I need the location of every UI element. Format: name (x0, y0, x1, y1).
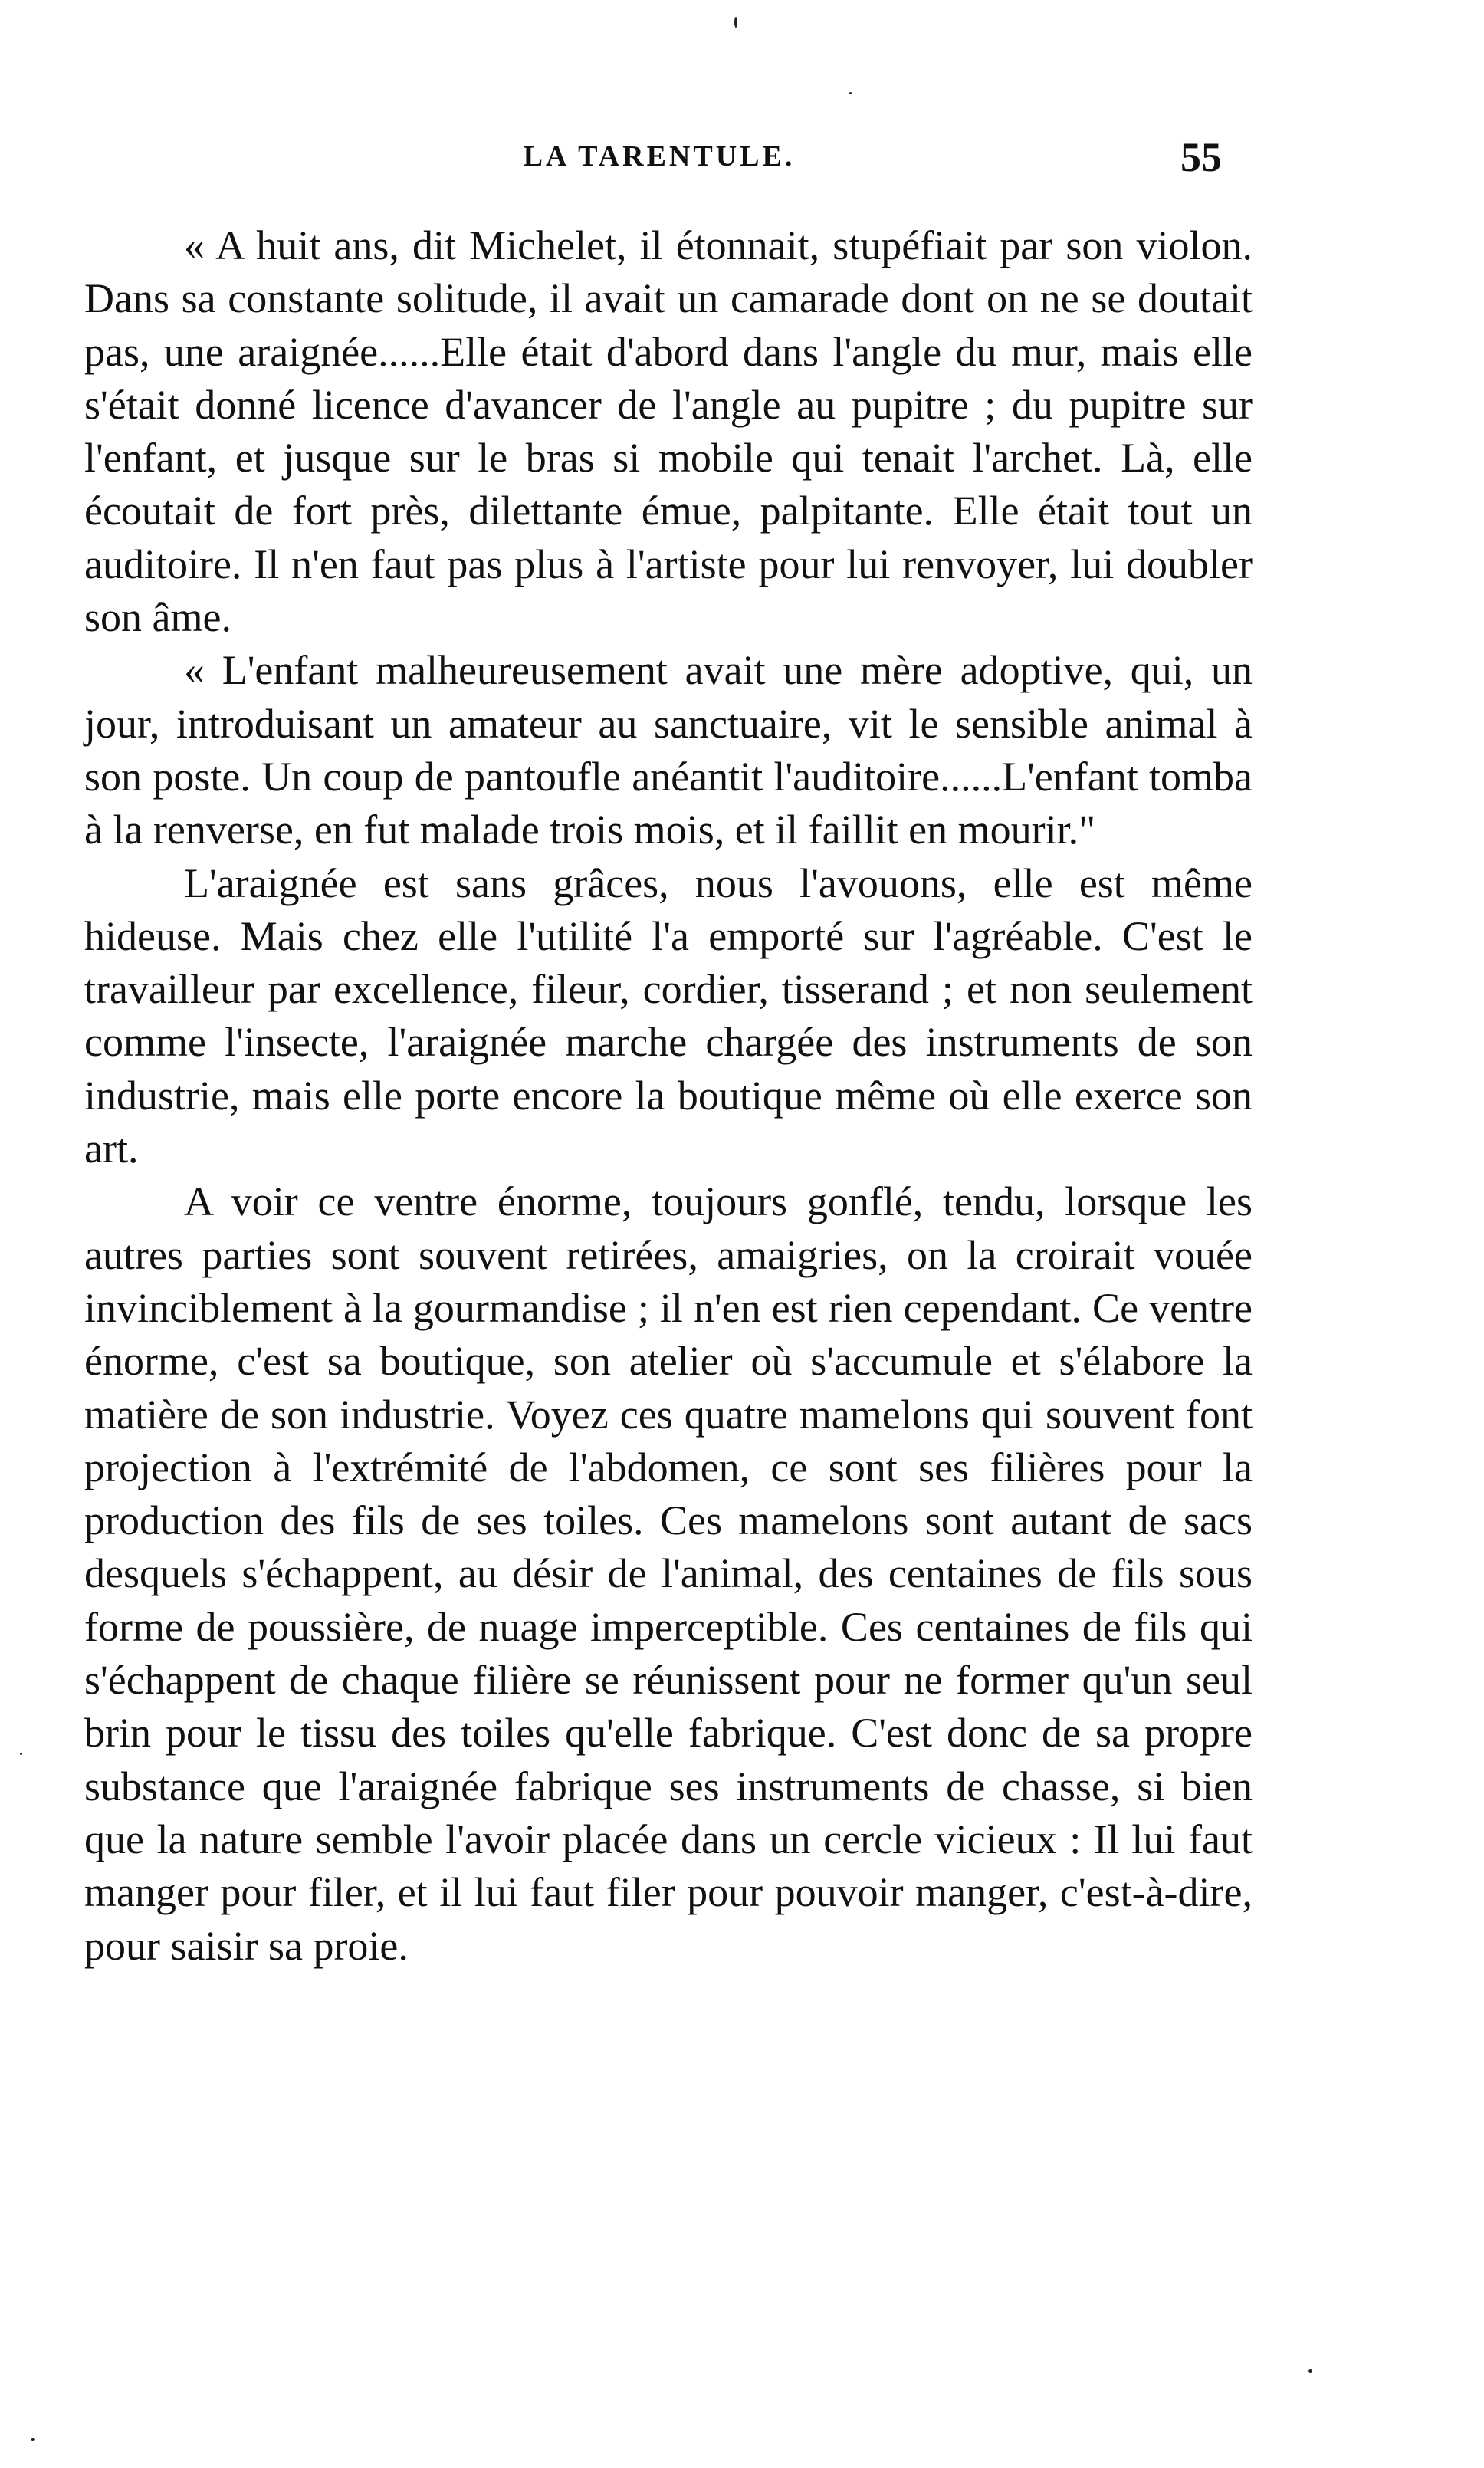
body-text (84, 219, 1253, 1973)
paragraph-araignee-travailleur: L'araignée est sans grâces, nous l'avouons, elle est même hideuse. Mais chez elle l'utilité l'a emporté sur l'agréable. C'est le travailleur par excellence, fileur, cordier, tisserand ; et non seulement comme l'insecte, l'araignée marche chargée des instruments de son industrie, mais elle porte encore la boutique même où elle exerce son art. (84, 859, 1253, 1172)
paper-speck (20, 1753, 22, 1755)
paragraph-ventre-enorme: A voir ce ventre énorme, toujours gonflé, tendu, lorsque les autres parties sont souvent retirées, amaigries, on la croirait vouée invinciblement à la gourmandise ; il n'en est rien cependant. Ce ventre énorme, c'est sa boutique, son atelier où s'accumule et s'élabore la matière de son industrie. Voyez ces quatre mamelons qui souvent font projection à l'extrémité de l'abdomen, ce sont ses filières pour la production des fils de ses toiles. Ces mamelons sont autant de sacs desquels s'échappent, au désir de l'animal, des centaines de fils sous forme de poussière, de nuage imperceptible. Ces centaines de fils qui s'échappent de chaque filière se réunissent pour ne former qu'un seul brin pour le tissu des toiles qu'elle fabrique. C'est donc de sa propre substance que l'araignée fabrique ses instruments de chasse, si bien que la nature semble l'avoir placée dans un cercle vicieux : Il lui faut manger pour filer, et il lui faut filer pour pouvoir manger, c'est-à-dire, pour saisir sa proie. (84, 1178, 1253, 1969)
paper-speck (734, 17, 737, 28)
paper-speck (31, 2438, 35, 2441)
paper-speck (1308, 2369, 1312, 2373)
running-head (0, 134, 1484, 186)
paragraph-enfant-quote: « L'enfant malheureusement avait une mère adoptive, qui, un jour, introduisant un amateur au sanctuaire, vit le sensible animal à son poste. Un coup de pantoufle anéantit l'auditoire......L'enfant tomba à la renverse, en fut malade trois mois, et il faillit en mourir." (84, 647, 1253, 853)
page-number: 55 (1180, 134, 1222, 180)
paragraph-michelet-quote: « A huit ans, dit Michelet, il étonnait, stupéfiait par son violon. Dans sa constante solitude, il avait un camarade dont on ne se doutait pas, une araignée......Elle était d'abord dans l'angle du mur, mais elle s'était donné licence d'avancer de l'angle au pupitre ; du pupitre sur l'enfant, et jusque sur le bras si mobile qui tenait l'archet. Là, elle écoutait de fort près, dilettante émue, palpitante. Elle était tout un auditoire. Il n'en faut pas plus à l'artiste pour lui renvoyer, lui doubler son âme. (84, 222, 1253, 641)
paper-speck (849, 92, 852, 94)
running-title: LA TARENTULE. (523, 140, 796, 173)
